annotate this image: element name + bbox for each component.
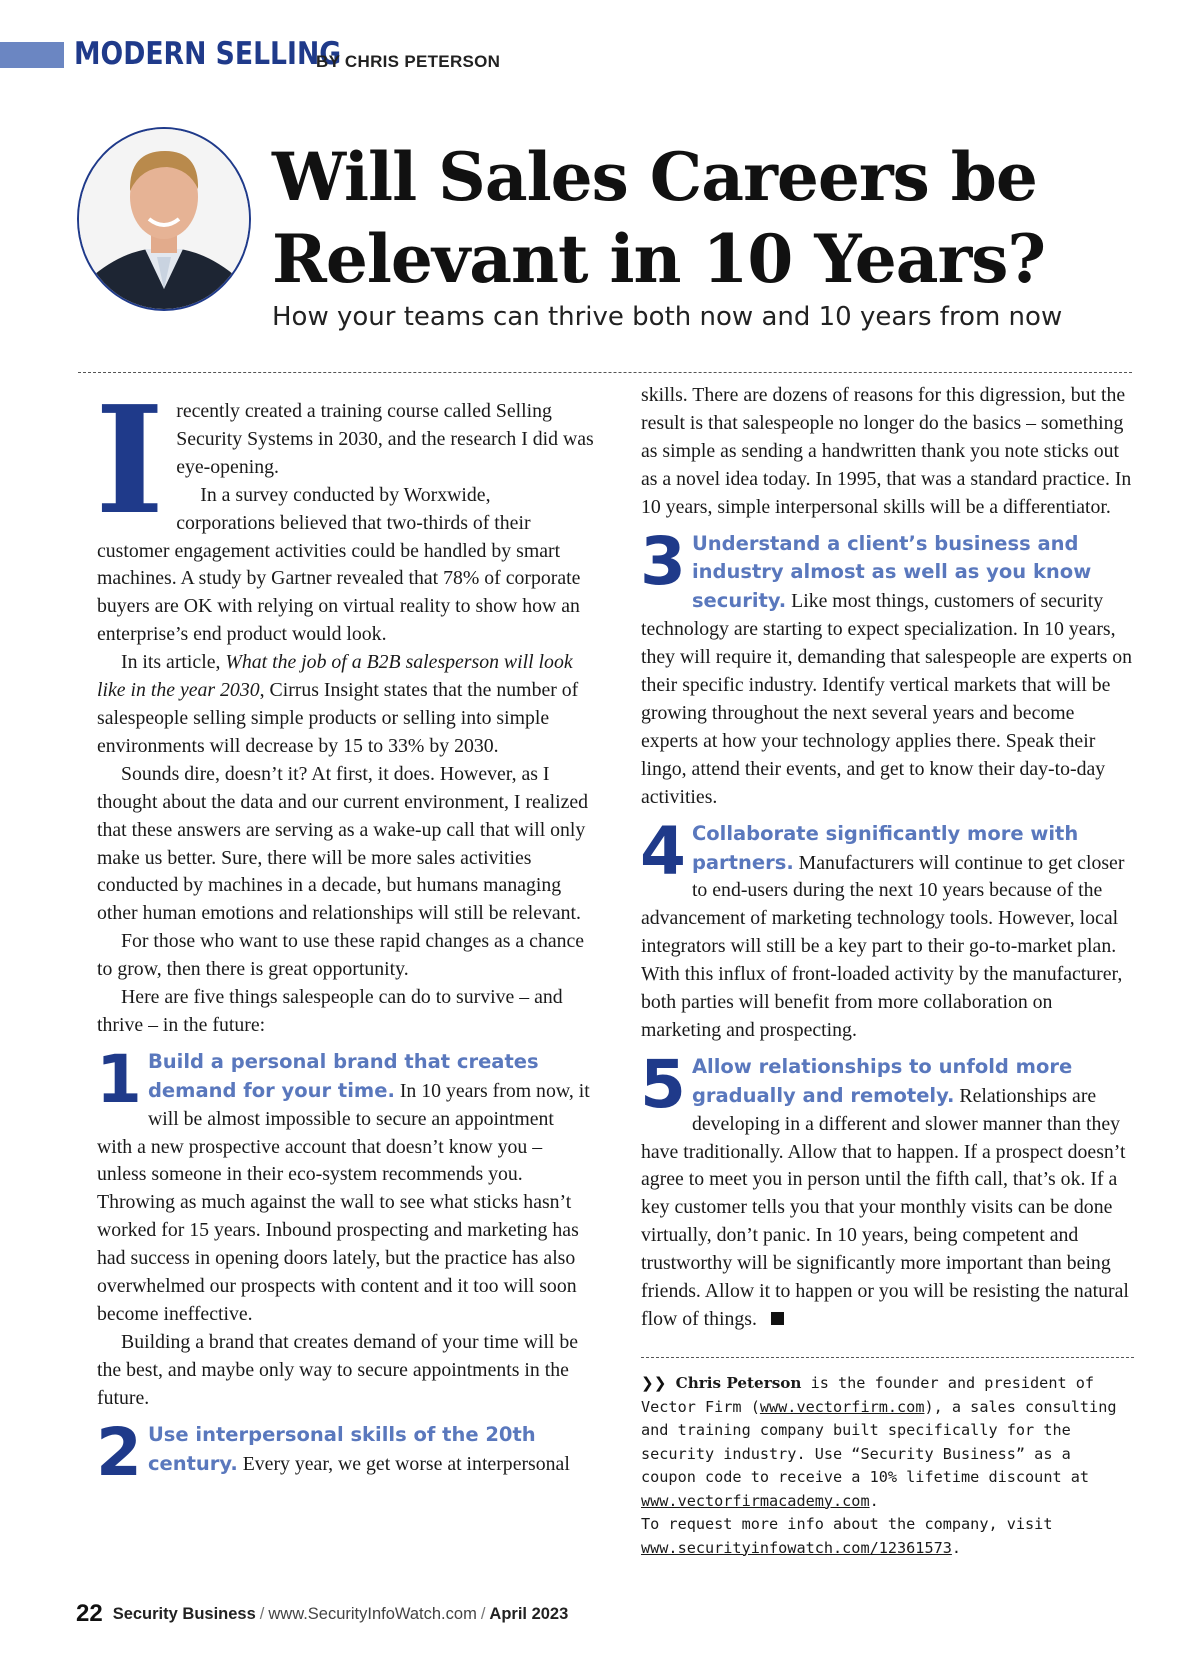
section-label: MODERN SELLING [74,36,342,72]
paragraph: For those who want to use these rapid changes as a chance to grow, then there is great opportunity. [97,930,585,981]
tip-5: 5 Allow relationships to unfold more gradually and remotely. Relationships are developing in a different and slower manner than they have traditionally. Allow that to happen. If a prospect doesn’t agree to meet you in person until the fifth call, that’s ok. If a key customer tells you that your monthly visits can be done virtually, don’t panic. In 10 years, being competent and trustworthy will be significantly more important than being friends. Allow it to happen or you will be resisting the natural flow of things. [640,1045,1129,1330]
paragraph-continued: skills. There are dozens of reasons for this digression, but the result is that salespeople no longer do the basics – something as simple as sending a handwritten thank you note sticks out as a novel idea today. In 1995, that was a standard practice. In 10 years, simple interpersonal skills will be a differentiator. [641,384,1132,518]
left-column [95,373,594,1491]
paragraph: Sounds dire, doesn’t it? At first, it does. However, as I thought about the data and our current environment, I realized that these answers are serving as a wake-up call that will only make us better. Sure, there will be more sales activities conducted by machines in a decade, but humans managing other human emotions and relationships will still be relevant. [97,762,589,925]
page-footer: 22 Security Business / www.SecurityInfoWatch.com / April 2023 [76,1600,569,1627]
article-subtitle: How your teams can thrive both now and 10 years from now [272,302,1063,332]
tip-3: 3 Understand a client’s business and industry almost as well as you know security. Like most things, customers of security technology are starting to expect specialization. In 10 years, they will require it, demanding that salespeople are experts on their specific industry. Identify vertical markets that will be growing throughout the next several years and become experts at how your technology applies there. Speak their lingo, attend their events, and get to know their day-to-day activities. [640,522,1133,808]
publication-name: Security Business [112,1605,256,1623]
paragraph: Building a brand that creates demand of your time will be the best, and maybe only way to secure appointments in the future. [97,1330,579,1409]
tip-heading: Allow relationships to unfold more gradually and remotely. [691,1054,1073,1107]
paragraph-intro: Irecently created a training course called Selling Security Systems in 2030, and the research I did was eye-opening. [95,373,594,547]
vectorfirm-link[interactable]: www.vectorfirm.com [759,1397,925,1416]
tip-number: 1 [96,1040,142,1118]
tip-heading: Use interpersonal skills of the 20th century. [147,1422,536,1475]
paragraph: In a survey conducted by Worxwide, corporations believed that two-thirds of their customer engagement activities could be handled by smart machines. A study by Gartner revealed that 78% of corporate buyers are OK with relying on virtual reality to show how an enterprise’s end product would look. [97,483,581,646]
tip-heading: Build a personal brand that creates demand for your time. [147,1049,539,1102]
byline: BY CHRIS PETERSON [316,52,501,71]
tip-number: 3 [640,522,686,600]
tip-1: 1 Build a personal brand that creates demand for your time. In 10 years from now, it will be almost impossible to secure an appointment with a new prospective account that doesn’t know you – unless someone in their eco-system recommends you. Throwing as much against the wall to see what sticks hasn’t worked for 15 years. Inbound prospecting and marketing has had success in opening doors lately, but the practice has also overwhelmed our prospects with content and it too will soon become ineffective. [96,1040,590,1325]
bio-divider [641,1357,1134,1358]
paragraph: Here are five things salespeople can do to survive – and thrive – in the future: [97,986,563,1036]
page-number: 22 [76,1600,103,1627]
tip-number: 2 [96,1413,142,1491]
tip-4: 4 Collaborate significantly more with partners. Manufacturers will continue to get closer to end-users during the next 10 years because of the advancement of marketing technology tools. However, local integrators will still be a key part to their go-to-market plan. With this influx of front-loaded activity by the manufacturer, both parties will benefit from more collaboration on marketing and prospecting. [640,812,1125,1041]
publication-site: www.SecurityInfoWatch.com [268,1605,477,1623]
chevron-icon: ❯❯ [641,1374,667,1392]
title-line-2: Relevant in 10 Years? [272,220,1046,298]
article-citation: What the job of a B2B salesperson will look like in the year 2030 [97,651,573,702]
title-line-1: Will Sales Careers be [272,138,1037,216]
author-bio: ❯❯ Chris Peterson is the founder and president of Vector Firm (www.vectorfirm.com), a sales consulting and training company built specifically for the security industry. Use “Security Business” as a coupon code to receive a 10% lifetime discount at www.vectorfirmacademy.com. To request more info about the company, visit www.securityinfowatch.com/12361573. [641,1374,1117,1557]
tip-heading: Collaborate significantly more with partners. [691,821,1079,874]
right-column-flow [641,382,1135,1334]
title-divider [78,372,1132,373]
section-color-bar [0,42,64,68]
academy-link[interactable]: www.vectorfirmacademy.com [641,1491,870,1510]
securityinfowatch-link[interactable]: www.securityinfowatch.com/12361573 [641,1538,952,1557]
tip-2: 2 Use interpersonal skills of the 20th century. Every year, we get worse at interpersonal [96,1413,570,1491]
author-photo [77,127,251,311]
tip-heading: Understand a client’s business and industry almost as well as you know security. [691,531,1092,613]
end-mark-icon [771,1312,784,1325]
issue-date: April 2023 [489,1605,569,1623]
paragraph: In its article, What the job of a B2B salesperson will look like in the year 2030, Cirrus Insight states that the number of salespeople selling simple products or selling into simple environments will decrease by 15 to 33% by 2030. [97,651,579,757]
article-title [272,136,1172,300]
bio-name: Chris Peterson [675,1374,802,1392]
tip-number: 4 [640,812,686,890]
dropcap: I [95,373,165,547]
tip-number: 5 [640,1045,686,1123]
